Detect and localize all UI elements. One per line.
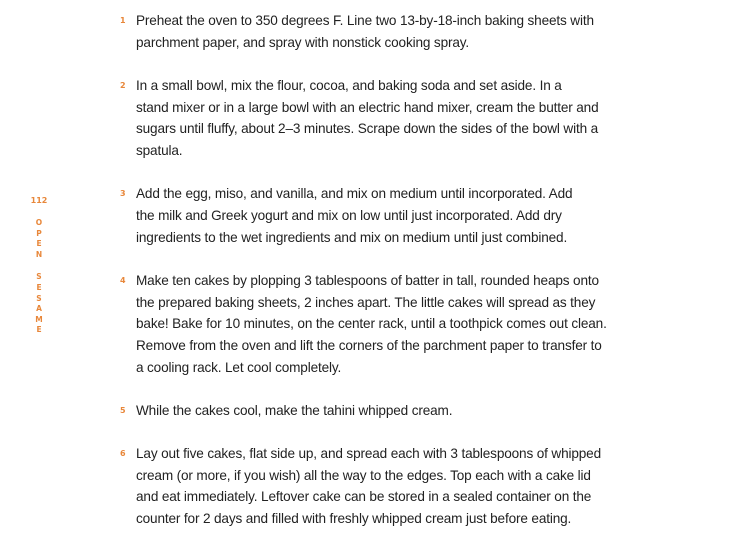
recipe-step bbox=[114, 75, 634, 162]
step-text-line: ingredients to the wet ingredients and mix on medium until just combined. bbox=[136, 229, 568, 245]
step-text-line: bake! Bake for 10 minutes, on the center rack, until a toothpick comes out clean. bbox=[136, 316, 607, 332]
step-text bbox=[136, 400, 634, 422]
book-title-letter: A bbox=[36, 304, 42, 314]
recipe-step bbox=[114, 10, 634, 53]
book-title-letter: P bbox=[36, 228, 42, 238]
step-text-line: spatula. bbox=[136, 143, 183, 159]
step-text-line: cream (or more, if you wish) all the way to the edges. Top each with a cake lid bbox=[136, 467, 591, 483]
book-title-letter: O bbox=[35, 218, 43, 227]
book-title-letter: N bbox=[35, 249, 43, 259]
step-text-line: the prepared baking sheets, 2 inches apart. The little cakes will spread as they bbox=[136, 294, 596, 310]
step-text-line: and eat immediately. Leftover cake can be stored in a sealed container on the bbox=[136, 489, 592, 505]
step-text-line: Preheat the oven to 350 degrees F. Line two 13-by-18-inch baking sheets with bbox=[136, 13, 594, 28]
step-text-line: Remove from the oven and lift the corners of the parchment paper to transfer to bbox=[136, 337, 602, 353]
step-text-line: While the cakes cool, make the tahini whipped cream. bbox=[136, 402, 453, 418]
page-number: 112 bbox=[30, 196, 48, 205]
recipe-step bbox=[114, 183, 634, 248]
book-title-letter: S bbox=[36, 272, 42, 282]
step-text bbox=[136, 270, 634, 379]
step-text-line: Add the egg, miso, and vanilla, and mix on medium until incorporated. Add bbox=[136, 186, 573, 202]
step-text-line: In a small bowl, mix the flour, cocoa, and baking soda and set aside. In a bbox=[136, 77, 562, 93]
recipe-step bbox=[114, 400, 634, 422]
step-text-line: Make ten cakes by plopping 3 tablespoons of batter in tall, rounded heaps onto bbox=[136, 272, 599, 288]
step-text bbox=[136, 75, 634, 162]
book-title-letter: E bbox=[36, 282, 42, 292]
step-number: 2 bbox=[120, 80, 126, 90]
step-text-line: a cooling rack. Let cool completely. bbox=[136, 359, 342, 375]
book-title-letter: S bbox=[36, 293, 42, 303]
book-title-word-sesame bbox=[28, 272, 50, 336]
recipe-step bbox=[114, 270, 634, 379]
recipe-step bbox=[114, 443, 634, 530]
step-number: 6 bbox=[120, 449, 126, 459]
step-text-line: stand mixer or in a large bowl with an electric hand mixer, cream the butter and bbox=[136, 99, 599, 115]
step-number: 3 bbox=[120, 189, 126, 199]
step-number: 5 bbox=[120, 405, 126, 415]
step-text-line: counter for 2 days and filled with freshly whipped cream just before eating. bbox=[136, 511, 572, 527]
step-text-line: parchment paper, and spray with nonstick cooking spray. bbox=[136, 34, 470, 50]
page-margin bbox=[28, 196, 50, 336]
step-text bbox=[136, 183, 634, 248]
step-text-line: sugars until fluffy, about 2–3 minutes. Scrape down the sides of the bowl with a bbox=[136, 121, 599, 137]
step-number: 4 bbox=[120, 275, 126, 285]
step-text bbox=[136, 10, 634, 53]
step-text-line: Lay out five cakes, flat side up, and spread each with 3 tablespoons of whipped bbox=[136, 446, 601, 462]
recipe-steps bbox=[114, 10, 634, 551]
step-text-line: the milk and Greek yogurt and mix on low until just incorporated. Add dry bbox=[136, 207, 562, 223]
book-title-word-open bbox=[28, 218, 50, 260]
step-number: 1 bbox=[120, 16, 126, 25]
step-text bbox=[136, 443, 634, 530]
book-title-letter: M bbox=[35, 314, 43, 324]
book-title-letter: E bbox=[36, 239, 42, 249]
book-title-letter: E bbox=[36, 325, 42, 335]
